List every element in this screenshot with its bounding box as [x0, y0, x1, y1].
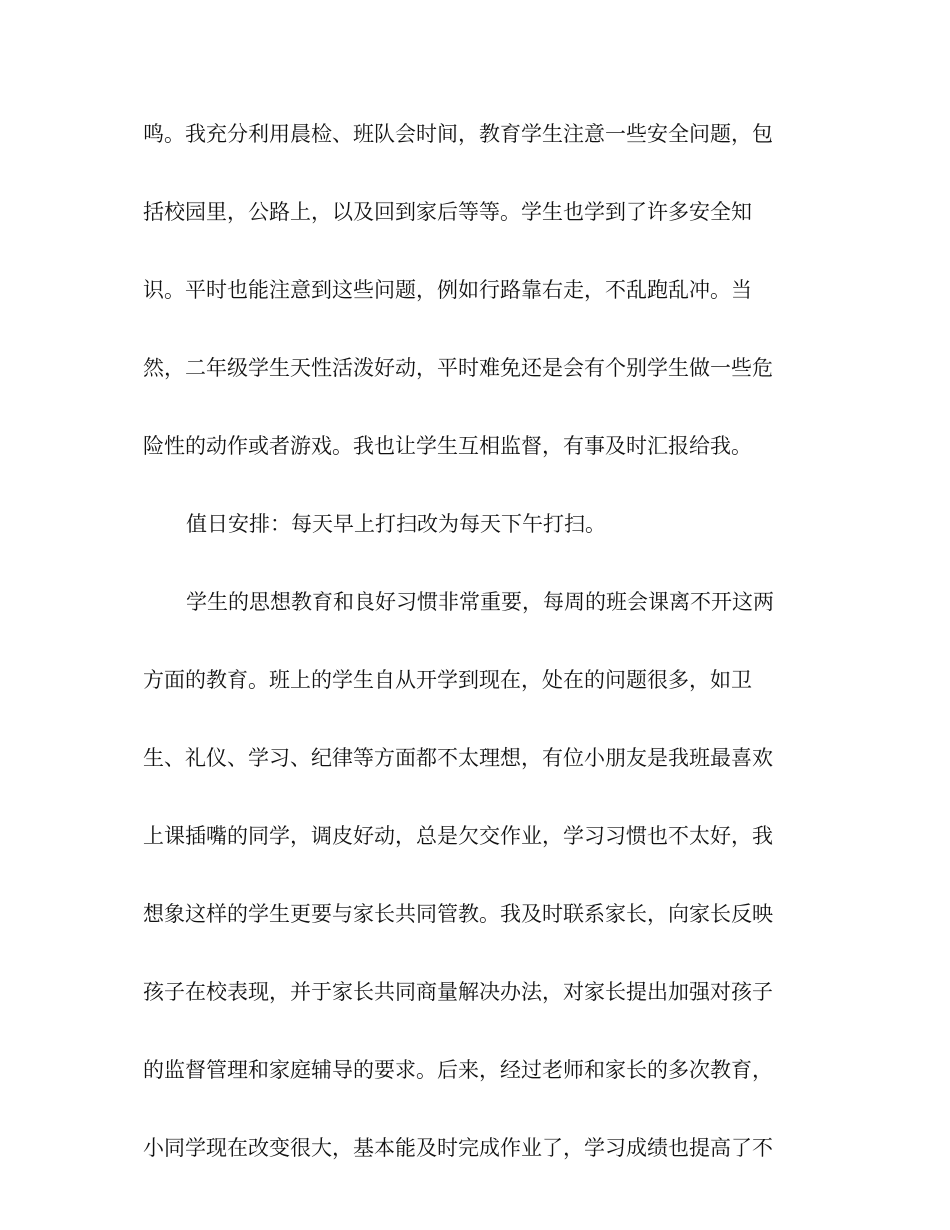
- text-line-8: 方面的教育。班上的学生自从开学到现在，处在的问题很多，如卫: [143, 668, 752, 692]
- text-line-1: 鸣。我充分利用晨检、班队会时间，教育学生注意一些安全问题，包: [143, 122, 773, 146]
- text-line-14: 小同学现在改变很大，基本能及时完成作业了，学习成绩也提高了不: [143, 1136, 773, 1160]
- text-line-5: 险性的动作或者游戏。我也让学生互相监督，有事及时汇报给我。: [143, 434, 752, 458]
- text-line-13: 的监督管理和家庭辅导的要求。后来，经过老师和家长的多次教育，: [143, 1058, 773, 1082]
- text-line-2: 括校园里，公路上，以及回到家后等等。学生也学到了许多安全知: [143, 200, 752, 224]
- text-line-11: 想象这样的学生更要与家长共同管教。我及时联系家长，向家长反映: [143, 902, 773, 926]
- paragraph-duty-schedule: 值日安排：每天早上打扫改为每天下午打扫。: [186, 512, 606, 536]
- document-body: [143, 121, 803, 1213]
- text-line-12: 孩子在校表现，并于家长共同商量解决办法，对家长提出加强对孩子: [143, 980, 773, 1004]
- text-line-3: 识。平时也能注意到这些问题，例如行路靠右走，不乱跑乱冲。当: [143, 278, 752, 302]
- text-line-9: 生、礼仪、学习、纪律等方面都不太理想，有位小朋友是我班最喜欢: [143, 746, 773, 770]
- text-line-7: 学生的思想教育和良好习惯非常重要，每周的班会课离不开这两: [186, 590, 774, 614]
- text-line-4: 然，二年级学生天性活泼好动，平时难免还是会有个别学生做一些危: [143, 356, 773, 380]
- text-line-10: 上课插嘴的同学，调皮好动，总是欠交作业，学习习惯也不太好，我: [143, 824, 773, 848]
